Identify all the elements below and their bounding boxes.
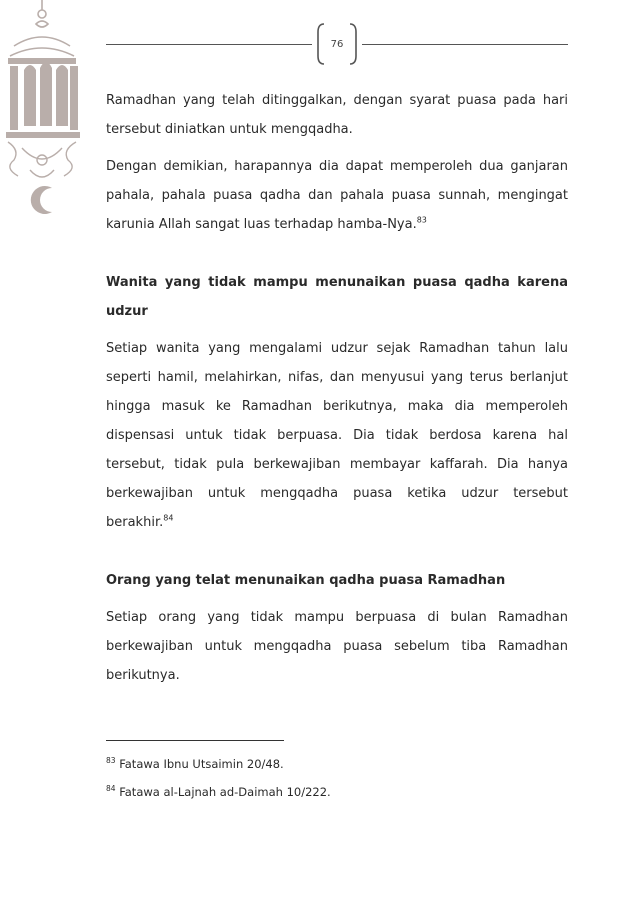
section-heading: Wanita yang tidak mampu menunaikan puasa qadha karena udzur bbox=[106, 275, 568, 319]
paragraph: Setiap wanita yang mengalami udzur sejak Ramadhan tahun lalu seperti hamil, melahirkan, nifas, dan menyusui yang terus berlanjut hingga masuk ke Ramadhan berikutnya, maka dia memperoleh dispensasi untuk tidak berpuasa. Dia tidak berdosa karena hal tersebut, tidak pula berkewajiban membayar kaffarah. Dia hanya berkewajiban untuk mengqadha puasa ketika udzur tersebut berakhir.$^{84}$ bbox=[106, 341, 568, 530]
header-rule-right bbox=[362, 44, 568, 45]
header-rule-left bbox=[106, 44, 312, 45]
footnotes bbox=[106, 757, 568, 813]
footnote: $^{84}$ Fatawa al-Lajnah ad-Daimah 10/222. bbox=[106, 784, 331, 799]
page-number-frame bbox=[316, 20, 358, 68]
paragraph: Ramadhan yang telah ditinggalkan, dengan syarat puasa pada hari tersebut diniatkan untuk mengqadha. bbox=[106, 93, 568, 137]
section-heading: Orang yang telat menunaikan qadha puasa Ramadhan bbox=[106, 573, 506, 588]
footnote: $^{83}$ Fatawa Ibnu Utsaimin 20/48. bbox=[106, 756, 284, 771]
footnote-ref: 84 bbox=[163, 513, 174, 523]
paragraph: Setiap orang yang tidak mampu berpuasa di bulan Ramadhan berkewajiban untuk mengqadha puasa sebelum tiba Ramadhan berikutnya. bbox=[106, 610, 568, 683]
footnote-ref: 83 bbox=[416, 215, 427, 225]
page-number: 76 bbox=[330, 38, 344, 50]
footnote-separator bbox=[106, 740, 284, 741]
page-body bbox=[106, 86, 568, 690]
paragraph: Dengan demikian, harapannya dia dapat memperoleh dua ganjaran pahala, pahala puasa qadha dan pahala puasa sunnah, mengingat karunia Allah sangat luas terhadap hamba-Nya.$^{83}$ bbox=[106, 159, 568, 232]
lantern-ornament-icon bbox=[0, 0, 80, 230]
